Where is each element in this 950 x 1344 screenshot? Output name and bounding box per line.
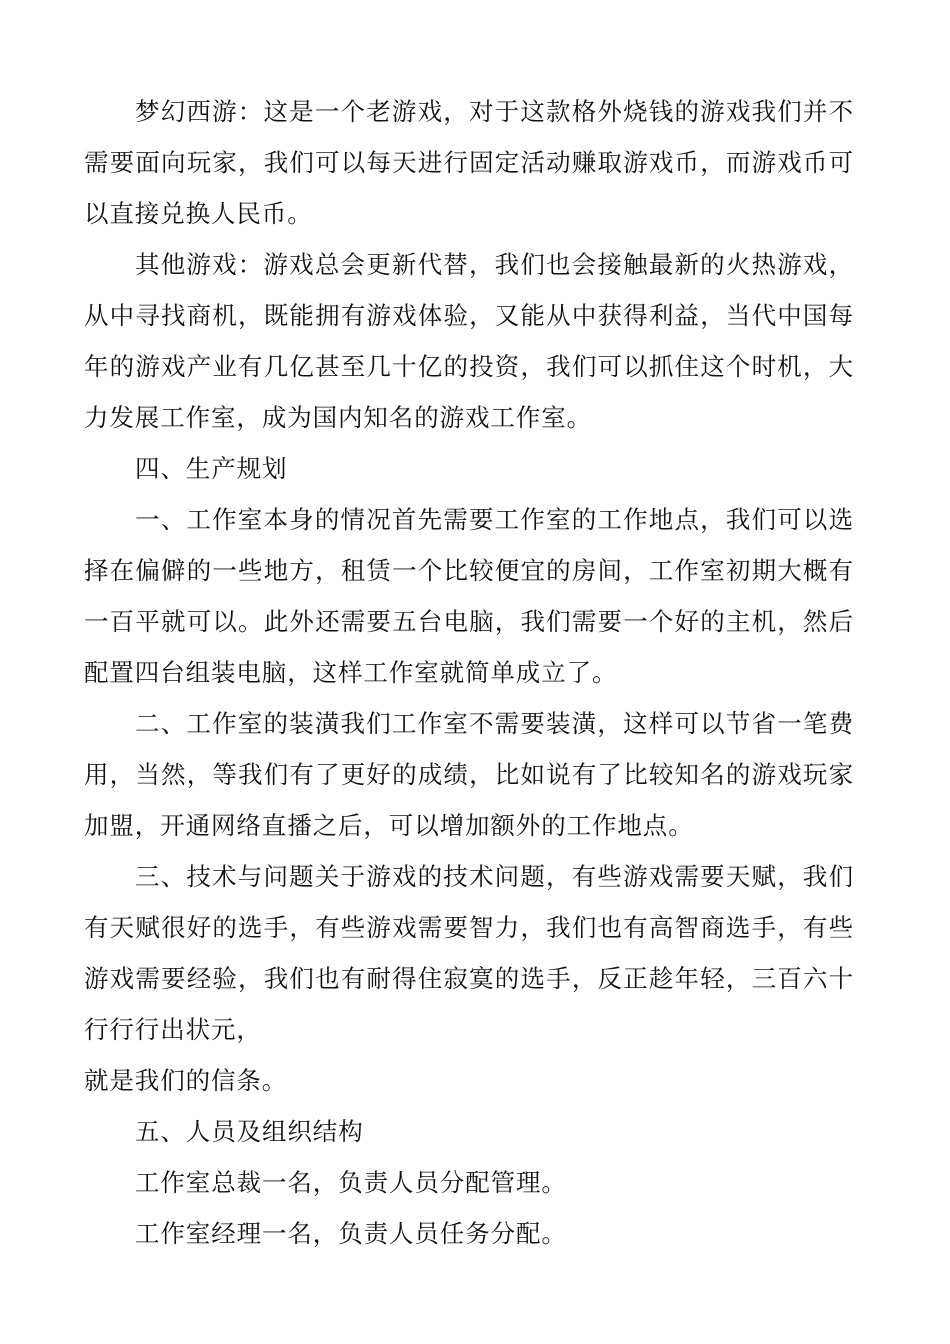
paragraph-technical-issues: 三、技术与问题关于游戏的技术问题，有些游戏需要天赋，我们有天赋很好的选手，有些游戏需要智力，我们也有高智商选手，有些游戏需要经验，我们也有耐得住寂寞的选手，反正趁年轻，三百六十行行行出状元， <box>84 862 854 1044</box>
document-body <box>84 86 854 1259</box>
paragraph-manager: 工作室经理一名，负责人员任务分配。 <box>135 1219 567 1248</box>
paragraph-studio-situation: 一、工作室本身的情况首先需要工作室的工作地点，我们可以选择在偏僻的一些地方，租赁一个比较便宜的房间，工作室初期大概有一百平就可以。此外还需要五台电脑，我们需要一个好的主机，然后配置四台组装电脑，这样工作室就简单成立了。 <box>84 505 854 687</box>
paragraph-president: 工作室总裁一名，负责人员分配管理。 <box>135 1168 567 1197</box>
section-heading-production-plan: 四、生产规划 <box>135 454 288 483</box>
paragraph-other-games: 其他游戏：游戏总会更新代替，我们也会接触最新的火热游戏，从中寻找商机，既能拥有游戏体验，又能从中获得利益，当代中国每年的游戏产业有几亿甚至几十亿的投资，我们可以抓住这个时机，大力发展工作室，成为国内知名的游戏工作室。 <box>84 250 854 432</box>
paragraph-studio-decoration: 二、工作室的装潢我们工作室不需要装潢，这样可以节省一笔费用，当然，等我们有了更好的成绩，比如说有了比较知名的游戏玩家加盟，开通网络直播之后，可以增加额外的工作地点。 <box>84 709 854 840</box>
section-heading-personnel: 五、人员及组织结构 <box>135 1117 364 1146</box>
paragraph-menghuan-xiyou: 梦幻西游：这是一个老游戏，对于这款格外烧钱的游戏我们并不需要面向玩家，我们可以每天进行固定活动赚取游戏币，而游戏币可以直接兑换人民币。 <box>84 97 854 228</box>
paragraph-motto: 就是我们的信条。 <box>84 1066 288 1095</box>
